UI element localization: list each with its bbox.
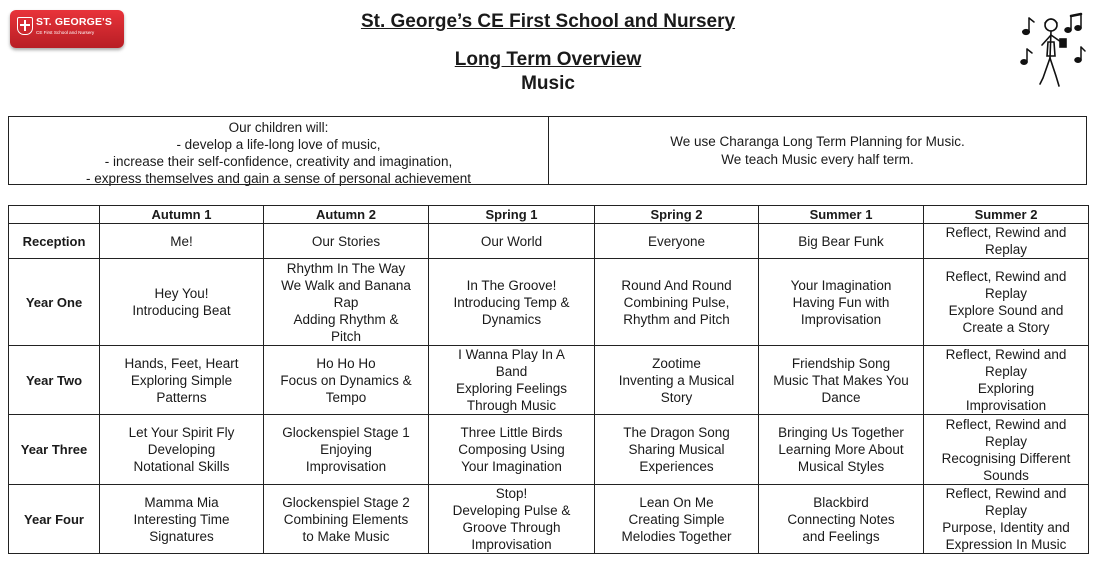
planning-line: We teach Music every half term. [721,151,914,167]
column-header: Autumn 1 [100,206,264,224]
subject-title: Music [521,73,575,94]
music-dancer-icon [1018,12,1086,92]
table-cell: Reflect, Rewind and Replay [924,224,1089,259]
table-cell: The Dragon Song Sharing Musical Experiences [595,415,759,485]
table-row [9,415,1089,485]
table-row [9,259,1089,346]
table-cell: Hey You! Introducing Beat [100,259,264,346]
logo-subtitle: CE First School and Nursery [36,30,95,35]
table-cell: Our Stories [264,224,429,259]
aims-line: - express themselves and gain a sense of personal achievement [86,171,471,186]
corner-cell [9,206,100,224]
aims-line: - develop a life-long love of music, [176,137,381,152]
table-cell: Stop! Developing Pulse & Groove Through Improvisation [429,485,595,554]
row-header: Reception [9,224,100,259]
table-cell: Hands, Feet, Heart Exploring Simple Patterns [100,346,264,415]
row-header: Year One [9,259,100,346]
info-box [8,116,1087,185]
table-cell: Mamma Mia Interesting Time Signatures [100,485,264,554]
column-header: Spring 2 [595,206,759,224]
column-header: Autumn 2 [264,206,429,224]
table-cell: Everyone [595,224,759,259]
overview-table [8,205,1089,554]
table-cell: Reflect, Rewind and Replay Recognising Different Sounds [924,415,1089,485]
table-row [9,346,1089,415]
table-cell: Blackbird Connecting Notes and Feelings [759,485,924,554]
table-cell: In The Groove! Introducing Temp & Dynamics [429,259,595,346]
table-cell: Glockenspiel Stage 2 Combining Elements to Make Music [264,485,429,554]
table-cell: Friendship Song Music That Makes You Dance [759,346,924,415]
table-cell: Let Your Spirit Fly Developing Notational Skills [100,415,264,485]
row-header: Year Three [9,415,100,485]
table-cell: Lean On Me Creating Simple Melodies Together [595,485,759,554]
table-row [9,485,1089,554]
planning-line: We use Charanga Long Term Planning for Music. [670,133,965,149]
table-cell: Glockenspiel Stage 1 Enjoying Improvisation [264,415,429,485]
overview-title: Long Term Overview [454,49,642,70]
table-cell: Our World [429,224,595,259]
table-cell: Me! [100,224,264,259]
aims-line: Our children will: [228,120,329,135]
table-cell: Zootime Inventing a Musical Story [595,346,759,415]
school-title: St. George’s CE First School and Nursery [360,11,736,32]
table-cell: Your Imagination Having Fun with Improvisation [759,259,924,346]
table-cell: Big Bear Funk [759,224,924,259]
table-cell: Reflect, Rewind and Replay Explore Sound and Create a Story [924,259,1089,346]
table-cell: Reflect, Rewind and Replay Purpose, Identity and Expression In Music [924,485,1089,554]
table-cell: Rhythm In The Way We Walk and Banana Rap Adding Rhythm & Pitch [264,259,429,346]
column-header: Summer 1 [759,206,924,224]
row-header: Year Four [9,485,100,554]
table-cell: Bringing Us Together Learning More About Musical Styles [759,415,924,485]
table-row [9,224,1089,259]
planning-panel [549,117,1086,184]
column-header: Summer 2 [924,206,1089,224]
table-cell: I Wanna Play In A Band Exploring Feelings Through Music [429,346,595,415]
table-cell: Round And Round Combining Pulse, Rhythm and Pitch [595,259,759,346]
column-header: Spring 1 [429,206,595,224]
header-row [9,206,1089,224]
table-cell: Reflect, Rewind and Replay Exploring Improvisation [924,346,1089,415]
aims-panel [9,117,549,184]
table-cell: Three Little Birds Composing Using Your Imagination [429,415,595,485]
table-cell: Ho Ho Ho Focus on Dynamics & Tempo [264,346,429,415]
row-header: Year Two [9,346,100,415]
aims-line: - increase their self-confidence, creativity and imagination, [104,154,453,169]
logo-name: ST. GEORGE'S [36,16,113,28]
